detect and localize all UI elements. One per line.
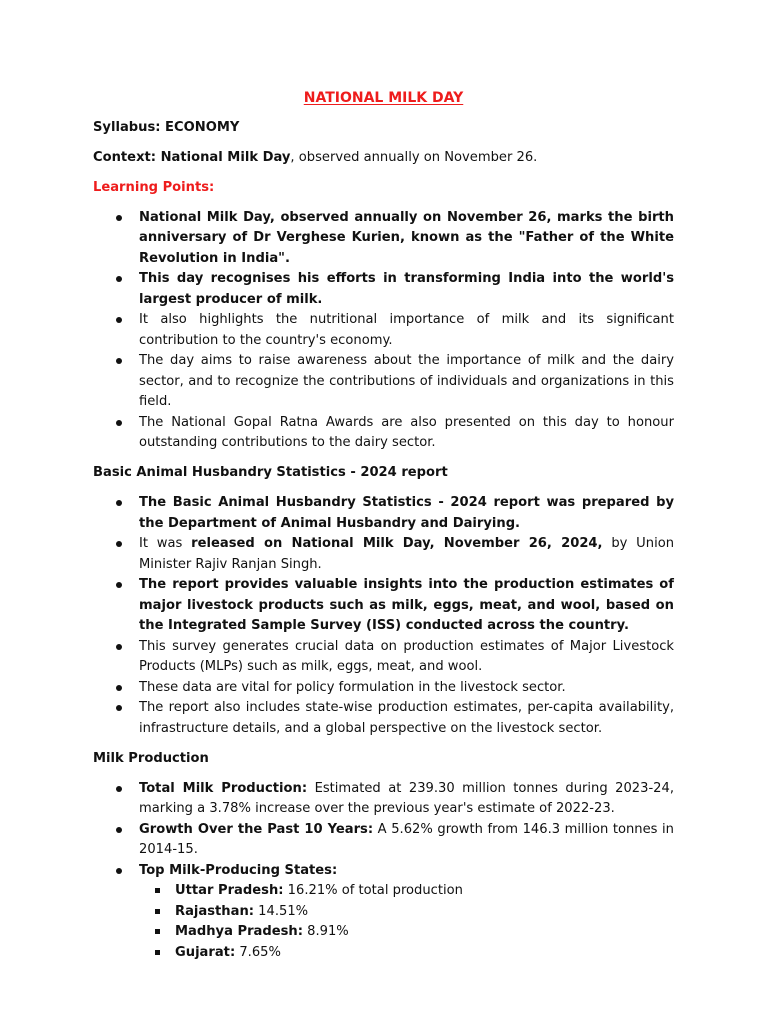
- list-item-text: It was: [139, 536, 192, 551]
- list-item: The Basic Animal Husbandry Statistics - 2024 report was prepared by the Department of Animal Husbandry and Dairying.: [93, 493, 674, 534]
- list-item-bold: Top Milk-Producing States:: [139, 862, 338, 878]
- states-list: [139, 881, 674, 963]
- list-item-text: by Union Minister Rajiv Ranjan Singh.: [139, 536, 675, 572]
- list-item: The National Gopal Ratna Awards are also presented on this day to honour outstanding contributions to the dairy sector.: [93, 413, 674, 454]
- state-name: Madhya Pradesh:: [175, 924, 303, 939]
- learning-points-list: [93, 208, 674, 454]
- learning-points-heading: Learning Points:: [93, 179, 215, 195]
- state-value: 8.91%: [302, 924, 349, 939]
- context-line: [93, 148, 674, 169]
- state-item: [93, 922, 674, 943]
- list-item: This day recognises his efforts in transforming India into the world's largest producer of milk.: [93, 269, 674, 310]
- state-name: Gujarat:: [175, 944, 236, 960]
- list-item-bold: Growth Over the Past 10 Years:: [139, 821, 374, 837]
- list-item-text: Estimated at 239.30 million tonnes during 2023-24, marking a 3.78% increase over the previous year's estimate of 2022-23.: [139, 780, 674, 816]
- list-item-bold: released on National Milk Day, November 26, 2024,: [191, 536, 603, 551]
- state-value: 7.65%: [235, 944, 281, 960]
- stats-list: [93, 493, 674, 739]
- state-name: Uttar Pradesh:: [175, 883, 284, 898]
- state-value: 16.21% of total production: [283, 883, 463, 898]
- context-label: Context: National Milk Day: [93, 149, 291, 165]
- list-item: National Milk Day, observed annually on November 26, marks the birth anniversary of Dr Verghese Kurien, known as the "Father of the White Revolution in India".: [93, 208, 674, 270]
- list-item: The report also includes state-wise production estimates, per-capita availability, infrastructure details, and a global perspective on the livestock sector.: [93, 698, 674, 739]
- list-item: The report provides valuable insights into the production estimates of major livestock products such as milk, eggs, meat, and wool, based on the Integrated Sample Survey (ISS) conducted across the country.: [93, 575, 674, 637]
- list-item-bold: Total Milk Production:: [139, 780, 308, 796]
- list-item: This survey generates crucial data on production estimates of Major Livestock Products (MLPs) such as milk, eggs, meat, and wool.: [93, 637, 674, 678]
- syllabus-line: Syllabus: ECONOMY: [93, 119, 240, 135]
- stats-heading: Basic Animal Husbandry Statistics - 2024 report: [93, 465, 448, 480]
- state-name: Rajasthan:: [175, 903, 255, 919]
- milk-heading: Milk Production: [93, 750, 209, 766]
- context-text: , observed annually on November 26.: [290, 149, 538, 165]
- state-value: 14.51%: [254, 903, 309, 919]
- list-item: [93, 534, 674, 575]
- state-item: [93, 881, 674, 902]
- list-item: [93, 861, 674, 964]
- state-item: [93, 943, 674, 964]
- list-item: These data are vital for policy formulation in the livestock sector.: [93, 678, 674, 699]
- page-title: NATIONAL MILK DAY: [303, 90, 464, 106]
- list-item: [93, 779, 674, 820]
- state-item: [93, 902, 674, 923]
- list-item: [93, 820, 674, 861]
- list-item: It also highlights the nutritional importance of milk and its significant contribution to the country's economy.: [93, 310, 674, 351]
- list-item-text: A 5.62% growth from 146.3 million tonnes in 2014-15.: [139, 821, 674, 857]
- list-item: The day aims to raise awareness about the importance of milk and the dairy sector, and to recognize the contributions of individuals and organizations in this field.: [93, 351, 674, 413]
- milk-list: [93, 779, 674, 964]
